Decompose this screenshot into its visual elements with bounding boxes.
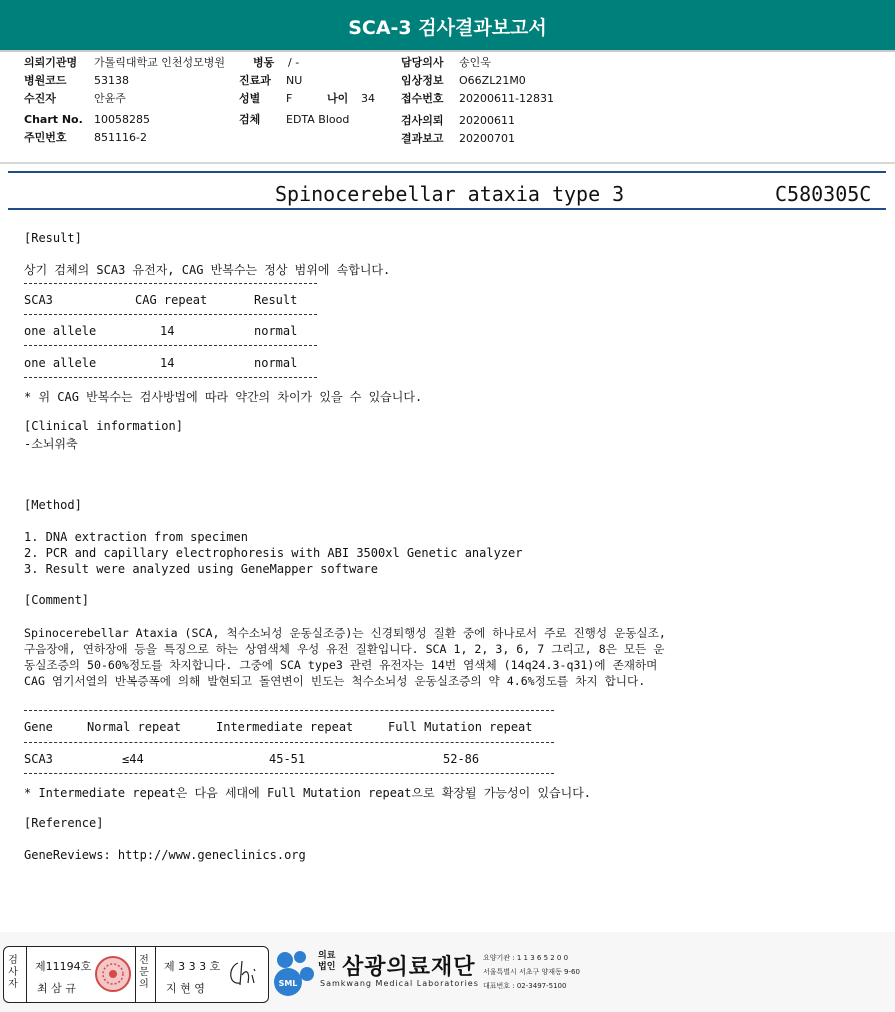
full-mutation-col-header: Full Mutation repeat bbox=[388, 720, 533, 734]
test-code: C580305C bbox=[775, 182, 872, 206]
doctor-label: 담당의사 bbox=[401, 56, 444, 69]
method-step: 2. PCR and capillary electrophoresis with ABI 3500xl Genetic analyzer bbox=[24, 546, 523, 560]
reference-link[interactable]: GeneReviews: http://www.geneclinics.org bbox=[24, 848, 306, 862]
comment-line: 동실조증의 50-60%정도를 차지합니다. 그중에 SCA type3 관련 유전자는 14번 염색체 (14q24.3-q31)에 존재하며 bbox=[24, 658, 658, 672]
ward-value: / - bbox=[288, 56, 300, 69]
intermediate-cell: 45-51 bbox=[269, 752, 306, 766]
normal-cell: ≤44 bbox=[122, 752, 144, 766]
divider bbox=[24, 314, 317, 315]
report-title-bar bbox=[0, 0, 895, 52]
hospital-code-value: 53138 bbox=[94, 74, 129, 87]
result-col-result: Result bbox=[254, 293, 298, 307]
comment-heading: [Comment] bbox=[24, 593, 90, 607]
test-top-rule bbox=[8, 171, 886, 173]
tester-title: 검사자 bbox=[8, 955, 18, 990]
result-heading: [Result] bbox=[24, 231, 82, 245]
sex-value: F bbox=[286, 92, 293, 105]
accession-label: 접수번호 bbox=[401, 92, 444, 105]
test-bottom-rule bbox=[8, 208, 886, 210]
sml-logo-text: SML bbox=[278, 979, 298, 988]
specialist-license: 제 3 3 3 호 bbox=[164, 960, 221, 973]
tester-name: 최 삼 규 bbox=[37, 982, 76, 995]
method-step: 1. DNA extraction from specimen bbox=[24, 530, 248, 544]
org-code: 요양기관 : 1 1 3 6 5 2 0 0 bbox=[483, 954, 569, 962]
clinical-info-label: 임상정보 bbox=[401, 74, 444, 87]
divider bbox=[24, 742, 554, 743]
clinical-heading: [Clinical information] bbox=[24, 419, 183, 433]
patient-label: 수진자 bbox=[24, 92, 56, 105]
department-value: NU bbox=[286, 74, 303, 87]
sml-logo-icon bbox=[270, 948, 316, 998]
gene-cell: SCA3 bbox=[24, 752, 53, 766]
report-date-label: 결과보고 bbox=[401, 132, 444, 145]
request-date-label: 검사의뢰 bbox=[401, 114, 444, 127]
test-name: Spinocerebellar ataxia type 3 bbox=[275, 182, 625, 206]
hospital-value: 가톨릭대학교 인천성모병원 bbox=[94, 56, 226, 69]
allele-2-result: normal bbox=[254, 356, 298, 370]
chart-no-label: Chart No. bbox=[24, 113, 83, 126]
specimen-value: EDTA Blood bbox=[286, 113, 350, 126]
department-label: 진료과 bbox=[239, 74, 271, 87]
allele-2-repeat: 14 bbox=[160, 356, 175, 370]
report-title: SCA-3 검사결과보고서 bbox=[348, 17, 547, 39]
divider bbox=[155, 947, 156, 1002]
signature-box bbox=[3, 946, 269, 1003]
patient-info bbox=[0, 54, 895, 154]
header-separator bbox=[0, 162, 895, 164]
normal-col-header: Normal repeat bbox=[87, 720, 181, 734]
signature-icon bbox=[224, 955, 264, 993]
divider bbox=[135, 947, 136, 1002]
ward-label: 병동 bbox=[253, 56, 275, 69]
reference-heading: [Reference] bbox=[24, 816, 104, 830]
clinical-text: -소뇌위축 bbox=[24, 437, 78, 451]
divider bbox=[24, 345, 317, 346]
comment-note: * Intermediate repeat은 다음 세대에 Full Mutation repeat으로 확장될 가능성이 있습니다. bbox=[24, 786, 592, 800]
doctor-value: 송인욱 bbox=[459, 56, 491, 69]
accession-value: 20200611-12831 bbox=[459, 92, 554, 105]
result-summary: 상기 검체의 SCA3 유전자, CAG 반복수는 정상 범위에 속합니다. bbox=[24, 263, 391, 277]
divider bbox=[24, 710, 554, 711]
full-mutation-cell: 52-86 bbox=[443, 752, 480, 766]
comment-line: CAG 염기서열의 반복증폭에 의해 발현되고 돌연변이 빈도는 척수소뇌성 운동실조증의 약 4.6%정도를 차지 합니다. bbox=[24, 674, 646, 688]
divider bbox=[26, 947, 27, 1002]
hospital-code-label: 병원코드 bbox=[24, 74, 67, 87]
hospital-label: 의뢰기관명 bbox=[24, 56, 78, 69]
clinical-info-value: O66ZL21M0 bbox=[459, 74, 526, 87]
request-date-value: 20200611 bbox=[459, 114, 515, 127]
org-prefix: 의료법인 bbox=[318, 951, 336, 972]
specimen-label: 검체 bbox=[239, 113, 261, 126]
allele-2-label: one allele bbox=[24, 356, 97, 370]
org-name: 삼광의료재단 bbox=[342, 955, 476, 980]
divider bbox=[24, 377, 317, 378]
allele-1-result: normal bbox=[254, 324, 298, 338]
comment-line: Spinocerebellar Ataxia (SCA, 척수소뇌성 운동실조증)는 신경퇴행성 질환 중에 하나로서 주로 진행성 운동실조, bbox=[24, 626, 666, 640]
org-address: 서울특별시 서초구 양재동 9-60 bbox=[483, 968, 580, 976]
result-col-cag: CAG repeat bbox=[135, 293, 208, 307]
report-date-value: 20200701 bbox=[459, 132, 515, 145]
result-col-gene: SCA3 bbox=[24, 293, 53, 307]
age-value: 34 bbox=[361, 92, 375, 105]
resident-no-label: 주민번호 bbox=[24, 131, 67, 144]
org-phone: 대표번호 : 02-3497-5100 bbox=[483, 982, 567, 990]
resident-no-value: 851116-2 bbox=[94, 131, 147, 144]
age-label: 나이 bbox=[327, 92, 349, 105]
result-note: * 위 CAG 반복수는 검사방법에 따라 약간의 차이가 있을 수 있습니다. bbox=[24, 390, 423, 404]
tester-license: 제11194호 bbox=[35, 960, 92, 973]
sex-label: 성별 bbox=[239, 92, 261, 105]
method-heading: [Method] bbox=[24, 498, 82, 512]
chart-no-value: 10058285 bbox=[94, 113, 150, 126]
comment-line: 구음장애, 연하장애 등을 특징으로 하는 상염색체 우성 유전 질환입니다. SCA 1, 2, 3, 6, 7 그리고, 8은 모든 운 bbox=[24, 642, 665, 656]
specialist-title: 전문의 bbox=[139, 955, 149, 990]
specialist-name: 지 현 영 bbox=[166, 982, 205, 995]
red-seal-icon bbox=[94, 955, 132, 993]
patient-value: 안윤주 bbox=[94, 92, 126, 105]
divider bbox=[24, 283, 317, 284]
method-step: 3. Result were analyzed using GeneMapper software bbox=[24, 562, 379, 576]
gene-col-header: Gene bbox=[24, 720, 53, 734]
intermediate-col-header: Intermediate repeat bbox=[216, 720, 354, 734]
divider bbox=[24, 773, 554, 774]
allele-1-label: one allele bbox=[24, 324, 97, 338]
allele-1-repeat: 14 bbox=[160, 324, 175, 338]
org-english-name: Samkwang Medical Laboratories bbox=[320, 979, 479, 988]
